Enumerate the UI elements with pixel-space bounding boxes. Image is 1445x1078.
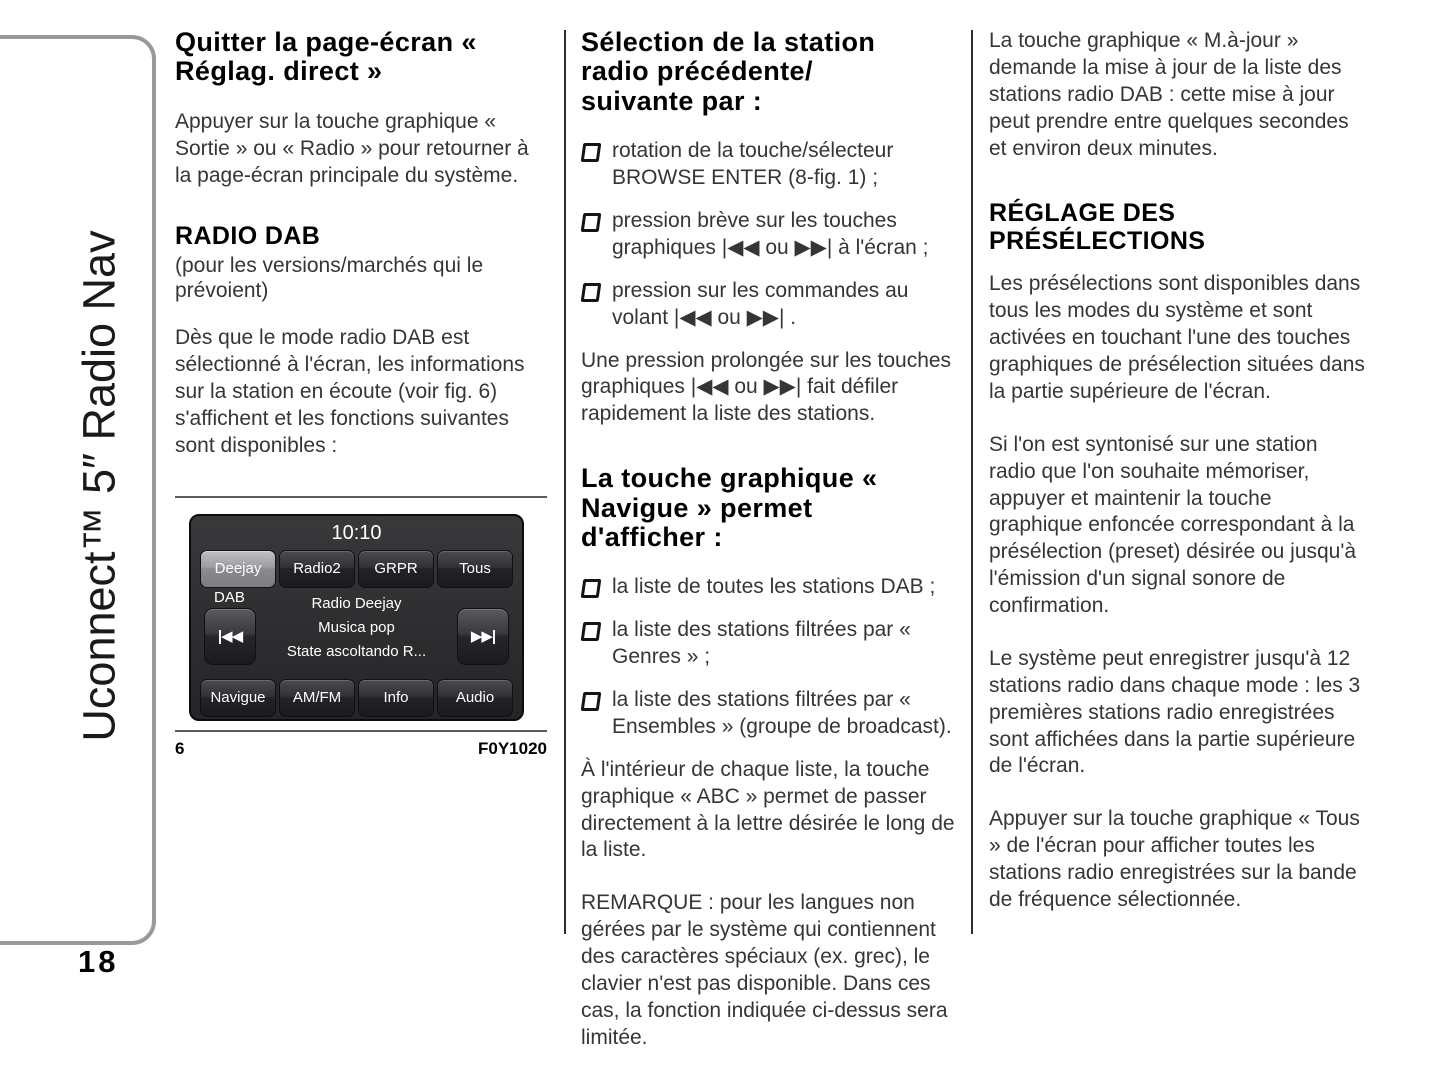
paragraph: Les présélections sont disponibles dans tous les modes du système et sont activées en touchant l'une des touches graphiques de présélection situées dans la partie supérieure de l'écran. <box>989 272 1365 403</box>
paragraph: Une pression prolongée sur les touches graphiques |◀◀ ou ▶▶| fait défiler rapidement la liste des stations. <box>581 348 952 426</box>
bullet-item: pression sur les commandes au volant |◀◀ ou ▶▶| . <box>581 278 957 332</box>
heading-line: Quitter la page-écran « <box>175 27 477 57</box>
section-heading-selection <box>581 28 957 116</box>
genre-label: Musica pop <box>318 618 395 636</box>
track-info <box>257 592 456 664</box>
figure-rule-top <box>175 496 547 498</box>
radiotext-label: State ascoltando R... <box>286 642 427 660</box>
heading-line: PRÉSÉLECTIONS <box>989 226 1206 255</box>
paragraph: REMARQUE : pour les langues non gérées par le système qui contiennent des caractères spéciaux (ex. grec), le clavier n'est pas disponible. Dans ces cas, la fonction indiquée ci-dessus sera limitée. <box>581 891 948 1049</box>
bullet-item: pression brève sur les touches graphiques |◀◀ ou ▶▶| à l'écran ; <box>581 208 957 262</box>
now-playing-area <box>191 588 522 674</box>
column-2 <box>581 28 957 1078</box>
menu-button-navigue: Navigue <box>200 679 276 717</box>
heading-line: Sélection de la station <box>581 27 876 57</box>
skip-back-button: |◀◀ <box>204 608 256 665</box>
section-heading-quitter <box>175 28 547 87</box>
heading-line: d'afficher : <box>581 521 723 552</box>
paragraph: Si l'on est syntonisé sur une station radio que l'on souhaite mémoriser, appuyer et maintenir la touche graphique enfoncée correspondant à la présélection (preset) désirée ou jusqu'à l'émission d'un signal sonore de confirmation. <box>989 432 1357 617</box>
bullet-list <box>581 574 957 740</box>
paragraph: Dès que le mode radio DAB est sélectionné à l'écran, les informations sur la station en écoute (voir fig. 6) s'affichent et les fonctions suivantes sont disponibles : <box>175 326 525 457</box>
heading-line: La touche graphique « <box>581 463 878 494</box>
station-name: Radio Deejay <box>311 594 402 612</box>
menu-button-info: Info <box>358 679 434 717</box>
bullet-item: la liste des stations filtrées par « Genres » ; <box>581 617 957 671</box>
page-number: 18 <box>78 944 119 979</box>
heading-line: RÉGLAGE DES <box>989 199 1176 228</box>
clock-display: 10:10 <box>331 521 382 544</box>
heading-line: Navigue » permet <box>581 492 813 523</box>
preset-button-tous: Tous <box>437 550 513 588</box>
paragraph: Appuyer sur la touche graphique « Sortie » ou « Radio » pour retourner à la page-écran principale du système. <box>175 109 529 187</box>
section-subtitle: (pour les versions/marchés qui le prévoient) <box>175 253 484 303</box>
figure-caption <box>175 739 547 759</box>
menu-row <box>200 679 513 717</box>
preset-button-deejay: Deejay <box>200 550 276 588</box>
radio-screenshot <box>189 514 524 721</box>
menu-button-audio: Audio <box>437 679 513 717</box>
heading-line: Réglag. direct » <box>175 56 383 87</box>
section-heading-reglage <box>989 200 1367 255</box>
preset-button-radio2: Radio2 <box>279 550 355 588</box>
menu-button-amfm: AM/FM <box>279 679 355 717</box>
paragraph: Appuyer sur la touche graphique « Tous » de l'écran pour afficher toutes les stations radio enregistrées sur la bande de fréquence sélectionnée. <box>989 807 1360 911</box>
column-3 <box>989 28 1367 940</box>
section-heading-radio-dab: RADIO DAB <box>175 222 321 251</box>
skip-forward-button: ▶▶| <box>457 608 509 665</box>
bullet-item: rotation de la touche/sélecteur BROWSE ENTER (8-fig. 1) ; <box>581 138 957 192</box>
section-heading-navigue <box>581 464 957 552</box>
column-divider <box>971 30 973 934</box>
figure-rule-bottom <box>175 730 547 732</box>
figure-6 <box>175 496 547 759</box>
heading-line: suivante par : <box>581 85 763 116</box>
paragraph: À l'intérieur de chaque liste, la touche graphique « ABC » permet de passer directement à la lettre désirée le long de la liste. <box>581 757 955 862</box>
paragraph: Le système peut enregistrer jusqu'à 12 stations radio dans chaque mode : les 3 premières stations radio enregistrées sont affichées dans la partie supérieure de l'écran. <box>989 646 1361 778</box>
sidebar-title-wrap <box>52 35 148 937</box>
bullet-item: la liste de toutes les stations DAB ; <box>581 574 957 601</box>
column-1 <box>175 28 547 759</box>
bullet-item: la liste des stations filtrées par « Ensembles » (groupe de broadcast). <box>581 687 957 741</box>
column-divider <box>564 30 566 934</box>
bullet-list <box>581 138 957 331</box>
paragraph: La touche graphique « M.à-jour » demande la mise à jour de la liste des stations radio DAB : cette mise à jour peut prendre entre quelques secondes et environ deux minutes. <box>989 29 1349 160</box>
preset-row <box>200 550 513 588</box>
heading-line: radio précédente/ <box>581 56 813 87</box>
figure-code: F0Y1020 <box>478 738 547 758</box>
figure-number: 6 <box>175 738 185 758</box>
preset-button-grpr: GRPR <box>358 550 434 588</box>
sidebar-title: Uconnect™ 5″ Radio Nav <box>74 230 126 742</box>
band-label: DAB <box>214 588 245 606</box>
